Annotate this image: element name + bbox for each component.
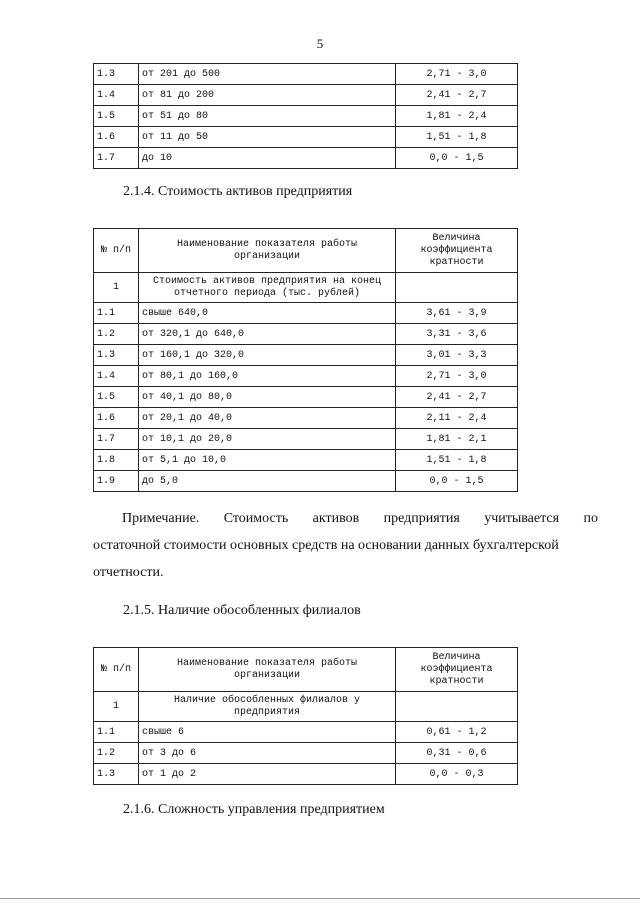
row-name: от 320,1 до 640,0 — [139, 324, 396, 345]
row-value: 2,41 - 2,7 — [396, 85, 518, 106]
row-number: 1.4 — [94, 366, 139, 387]
header-coefficient: Величина коэффициента кратности — [396, 648, 518, 692]
row-value: 1,51 - 1,8 — [396, 450, 518, 471]
row-name: от 5,1 до 10,0 — [139, 450, 396, 471]
note-word: Примечание. — [122, 511, 200, 526]
row-name: Наличие обособленных филиалов у предприятия — [139, 692, 396, 722]
table-row — [94, 429, 518, 450]
note-word: учитывается — [484, 511, 560, 526]
row-number: 1.1 — [94, 303, 139, 324]
table-row — [94, 127, 518, 148]
row-number: 1.1 — [94, 722, 139, 743]
row-number: 1.7 — [94, 148, 139, 169]
row-number: 1.4 — [94, 85, 139, 106]
row-number: 1.7 — [94, 429, 139, 450]
note-word: по — [583, 511, 598, 526]
row-number: 1.2 — [94, 743, 139, 764]
table-subheader-row — [94, 273, 518, 303]
row-number: 1 — [94, 692, 139, 722]
row-number: 1.8 — [94, 450, 139, 471]
header-indicator: Наименование показателя работы организации — [139, 229, 396, 273]
table-row — [94, 345, 518, 366]
row-number: 1.6 — [94, 127, 139, 148]
row-name: от 201 до 500 — [139, 64, 396, 85]
table-row — [94, 85, 518, 106]
row-name: Стоимость активов предприятия на конец отчетного периода (тыс. рублей) — [139, 273, 396, 303]
row-number: 1.3 — [94, 345, 139, 366]
row-value-empty — [396, 692, 518, 722]
note-paragraph — [93, 505, 598, 586]
table-header-row — [94, 648, 518, 692]
row-number: 1.9 — [94, 471, 139, 492]
header-number: № п/п — [94, 229, 139, 273]
row-name: от 160,1 до 320,0 — [139, 345, 396, 366]
table-header-row — [94, 229, 518, 273]
table-row — [94, 64, 518, 85]
table-row — [94, 106, 518, 127]
row-name: от 51 до 80 — [139, 106, 396, 127]
row-name: до 10 — [139, 148, 396, 169]
row-value-empty — [396, 273, 518, 303]
table-row — [94, 148, 518, 169]
table-row — [94, 324, 518, 345]
section-heading-assets: 2.1.4. Стоимость активов предприятия — [123, 184, 353, 199]
table-row — [94, 764, 518, 785]
table-row — [94, 722, 518, 743]
row-value: 1,81 - 2,1 — [396, 429, 518, 450]
note-first-line — [122, 505, 598, 532]
table-row — [94, 303, 518, 324]
note-word: Стоимость — [223, 511, 289, 526]
row-value: 2,71 - 3,0 — [396, 64, 518, 85]
row-number: 1.6 — [94, 408, 139, 429]
row-value: 3,61 - 3,9 — [396, 303, 518, 324]
row-value: 2,71 - 3,0 — [396, 366, 518, 387]
table-row — [94, 471, 518, 492]
row-name: от 80,1 до 160,0 — [139, 366, 396, 387]
table-row — [94, 408, 518, 429]
note-rest: остаточной стоимости основных средств на основании данных бухгалтерской отчетности. — [93, 538, 559, 580]
row-name: от 1 до 2 — [139, 764, 396, 785]
row-name: до 5,0 — [139, 471, 396, 492]
row-name: свыше 6 — [139, 722, 396, 743]
page-number: 5 — [316, 36, 324, 51]
table-row — [94, 450, 518, 471]
row-value: 3,01 - 3,3 — [396, 345, 518, 366]
row-name: свыше 640,0 — [139, 303, 396, 324]
row-value: 0,0 - 1,5 — [396, 148, 518, 169]
row-number: 1.5 — [94, 106, 139, 127]
row-name: от 81 до 200 — [139, 85, 396, 106]
header-coefficient: Величина коэффициента кратности — [396, 229, 518, 273]
row-value: 0,0 - 0,3 — [396, 764, 518, 785]
row-value: 1,81 - 2,4 — [396, 106, 518, 127]
row-name: от 10,1 до 20,0 — [139, 429, 396, 450]
table-continued — [93, 63, 518, 169]
row-number: 1.5 — [94, 387, 139, 408]
section-heading-management: 2.1.6. Сложность управления предприятием — [123, 802, 385, 817]
header-number: № п/п — [94, 648, 139, 692]
table-row — [94, 366, 518, 387]
row-value: 0,0 - 1,5 — [396, 471, 518, 492]
row-number: 1.3 — [94, 64, 139, 85]
row-value: 0,61 - 1,2 — [396, 722, 518, 743]
table-subheader-row — [94, 692, 518, 722]
note-word: активов — [312, 511, 360, 526]
row-number: 1 — [94, 273, 139, 303]
row-value: 2,11 - 2,4 — [396, 408, 518, 429]
table-row — [94, 743, 518, 764]
note-word: предприятия — [383, 511, 460, 526]
row-name: от 11 до 50 — [139, 127, 396, 148]
table-assets — [93, 228, 518, 492]
table-branches — [93, 647, 518, 785]
row-number: 1.3 — [94, 764, 139, 785]
row-name: от 40,1 до 80,0 — [139, 387, 396, 408]
row-name: от 3 до 6 — [139, 743, 396, 764]
row-number: 1.2 — [94, 324, 139, 345]
table-row — [94, 387, 518, 408]
page-bottom-edge — [0, 898, 640, 899]
row-name: от 20,1 до 40,0 — [139, 408, 396, 429]
row-value: 1,51 - 1,8 — [396, 127, 518, 148]
row-value: 3,31 - 3,6 — [396, 324, 518, 345]
row-value: 2,41 - 2,7 — [396, 387, 518, 408]
row-value: 0,31 - 0,6 — [396, 743, 518, 764]
section-heading-branches: 2.1.5. Наличие обособленных филиалов — [123, 603, 361, 618]
header-indicator: Наименование показателя работы организации — [139, 648, 396, 692]
